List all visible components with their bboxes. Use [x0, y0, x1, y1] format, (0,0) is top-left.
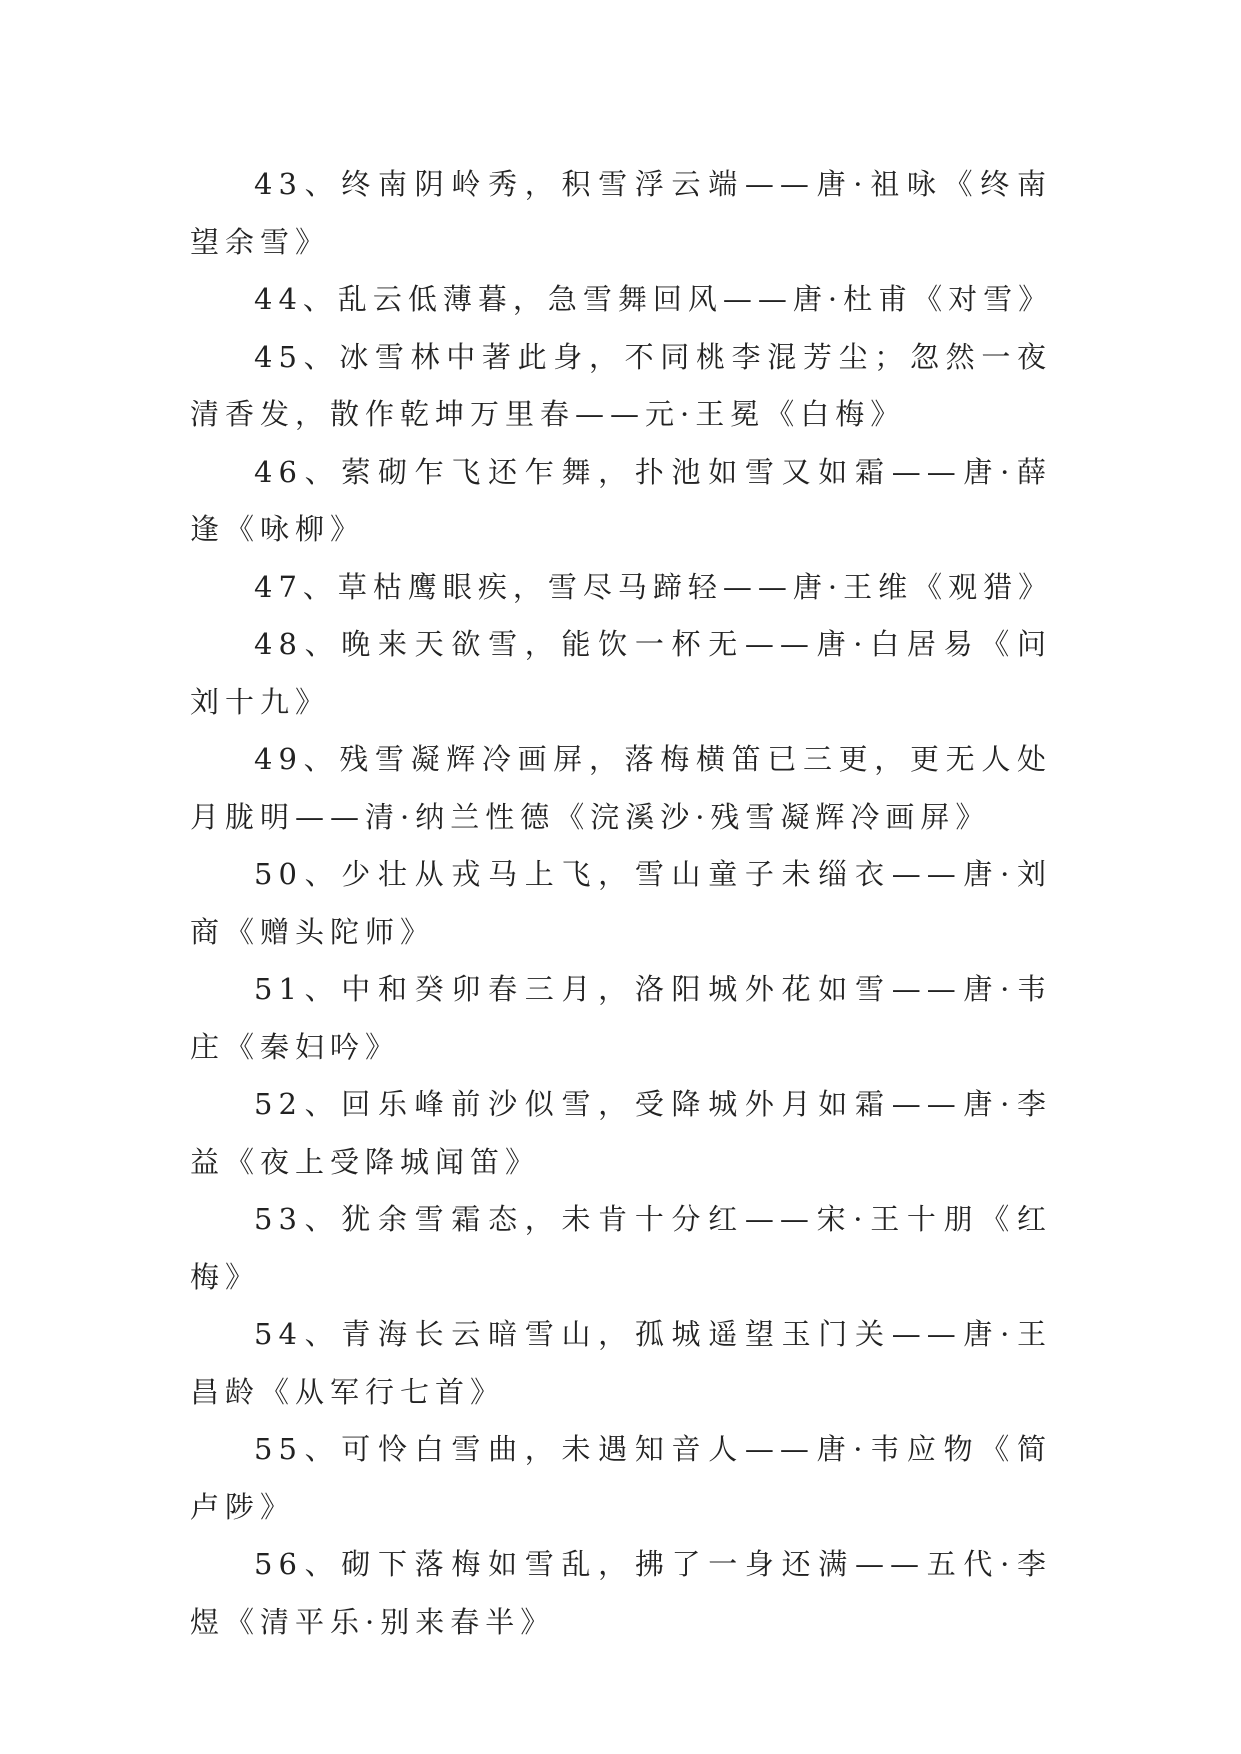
- list-item: 51、中和癸卯春三月，洛阳城外花如雪——唐·韦庄《秦妇吟》: [190, 972, 1052, 1064]
- list-item: 45、冰雪林中著此身，不同桃李混芳尘；忽然一夜清香发，散作乾坤万里春——元·王冕《白梅》: [190, 339, 1052, 431]
- list-item: 50、少壮从戎马上飞，雪山童子未缁衣——唐·刘商《赠头陀师》: [190, 857, 1052, 949]
- list-item: 49、残雪凝辉冷画屏，落梅横笛已三更，更无人处月胧明——清·纳兰性德《浣溪沙·残雪凝辉冷画屏》: [190, 742, 1052, 834]
- list-item: 55、可怜白雪曲，未遇知音人——唐·韦应物《简卢陟》: [190, 1432, 1052, 1524]
- list-item: 46、萦砌乍飞还乍舞，扑池如雪又如霜——唐·薛逢《咏柳》: [190, 454, 1052, 546]
- list-item: 48、晚来天欲雪，能饮一杯无——唐·白居易《问刘十九》: [190, 627, 1052, 719]
- list-item: 54、青海长云暗雪山，孤城遥望玉门关——唐·王昌龄《从军行七首》: [190, 1317, 1052, 1409]
- list-item: 47、草枯鹰眼疾，雪尽马蹄轻——唐·王维《观猎》: [254, 569, 1054, 604]
- list-item: 56、砌下落梅如雪乱，拂了一身还满——五代·李煜《清平乐·别来春半》: [190, 1547, 1052, 1639]
- poem-list: [190, 156, 1052, 1651]
- list-item: 44、乱云低薄暮，急雪舞回风——唐·杜甫《对雪》: [254, 282, 1054, 316]
- list-item: 53、犹余雪霜态，未肯十分红——宋·王十朋《红梅》: [190, 1202, 1052, 1294]
- list-item: 52、回乐峰前沙似雪，受降城外月如霜——唐·李益《夜上受降城闻笛》: [190, 1087, 1052, 1179]
- list-item: 43、终南阴岭秀，积雪浮云端——唐·祖咏《终南望余雪》: [190, 167, 1052, 259]
